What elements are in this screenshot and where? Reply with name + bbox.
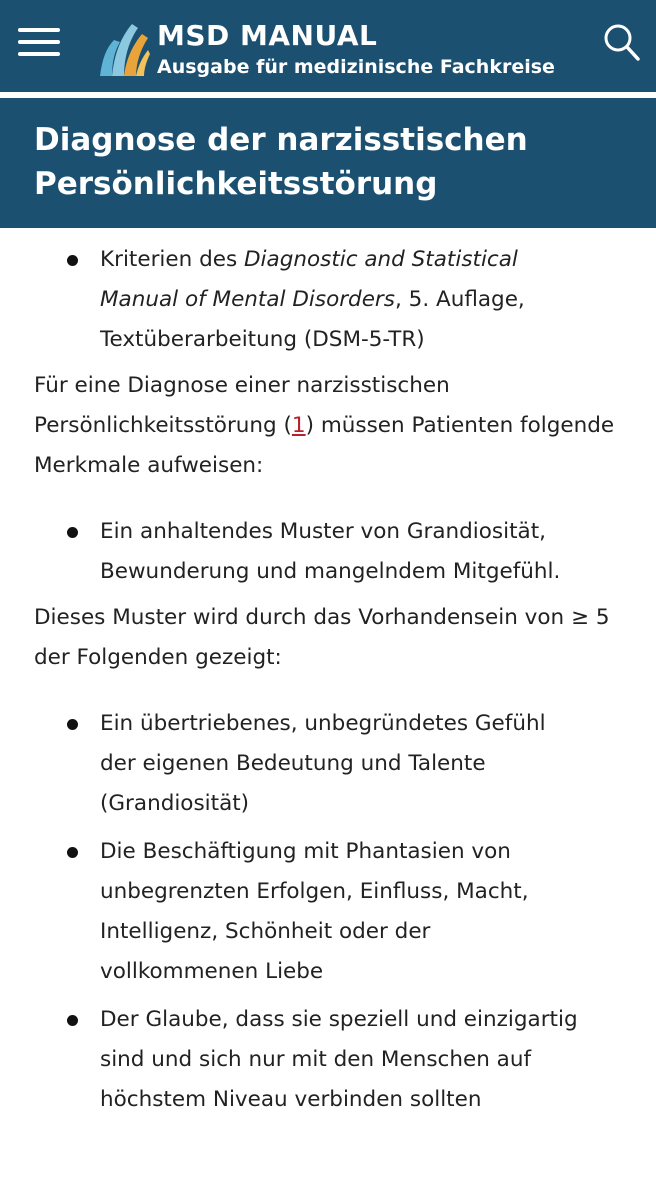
- bullet-icon: [67, 847, 78, 858]
- criterion-text: Die Beschäftigung mit Phantasien von unbegrenzten Erfolgen, Einfluss, Macht, Intelligenz, Schönheit oder der vollkommenen Liebe: [100, 839, 529, 984]
- list-item: [34, 704, 624, 824]
- criteria-source-text: Kriterien des Diagnostic and Statistical Manual of Mental Disorders, 5. Auflage, Textüberarbeitung (DSM-5-TR): [100, 247, 525, 352]
- bullet-icon: [67, 719, 78, 730]
- page-title-banner: [0, 98, 656, 228]
- article-content: [0, 228, 656, 1120]
- list-item: [34, 1000, 624, 1120]
- list-item: [34, 512, 624, 592]
- hamburger-menu-icon[interactable]: [18, 26, 62, 60]
- paragraph-pattern: Dieses Muster wird durch das Vorhandensein von ≥ 5 der Folgenden gezeigt:: [34, 605, 610, 670]
- list-item: [34, 240, 624, 360]
- bullet-icon: [67, 255, 78, 266]
- app-header: [0, 0, 656, 92]
- brand-subtitle[interactable]: Ausgabe für medizinische Fachkreise: [157, 56, 555, 78]
- logo-mark-icon: [96, 20, 152, 80]
- dsm-title: Diagnostic and Statistical Manual of Mental Disorders: [100, 247, 518, 312]
- pattern-text: Ein anhaltendes Muster von Grandiosität, Bewunderung und mangelndem Mitgefühl.: [100, 519, 561, 584]
- msd-manual-logo[interactable]: [96, 20, 152, 80]
- bullet-icon: [67, 1015, 78, 1026]
- search-icon[interactable]: [602, 22, 642, 64]
- intro-list: [34, 240, 624, 360]
- brand-title[interactable]: MSD MANUAL: [157, 19, 378, 52]
- page-title-line2: Persönlichkeitsstörung: [34, 166, 438, 202]
- criteria-list: [34, 704, 624, 1120]
- list-item: [34, 832, 624, 992]
- pattern-list: [34, 512, 624, 592]
- paragraph-diagnosis: Für eine Diagnose einer narzisstischen Persönlichkeitsstörung (1) müssen Patienten folgende Merkmale aufweisen:: [34, 373, 615, 478]
- bullet-icon: [67, 527, 78, 538]
- page-title-line1: Diagnose der narzisstischen: [34, 122, 528, 158]
- criterion-text: Der Glaube, dass sie speziell und einzigartig sind und sich nur mit den Menschen auf höchstem Niveau verbinden sollten: [100, 1007, 578, 1112]
- criterion-text: Ein übertriebenes, unbegründetes Gefühl der eigenen Bedeutung und Talente (Grandiosität): [100, 711, 546, 816]
- reference-link[interactable]: 1: [291, 413, 306, 438]
- page-title: [34, 118, 622, 206]
